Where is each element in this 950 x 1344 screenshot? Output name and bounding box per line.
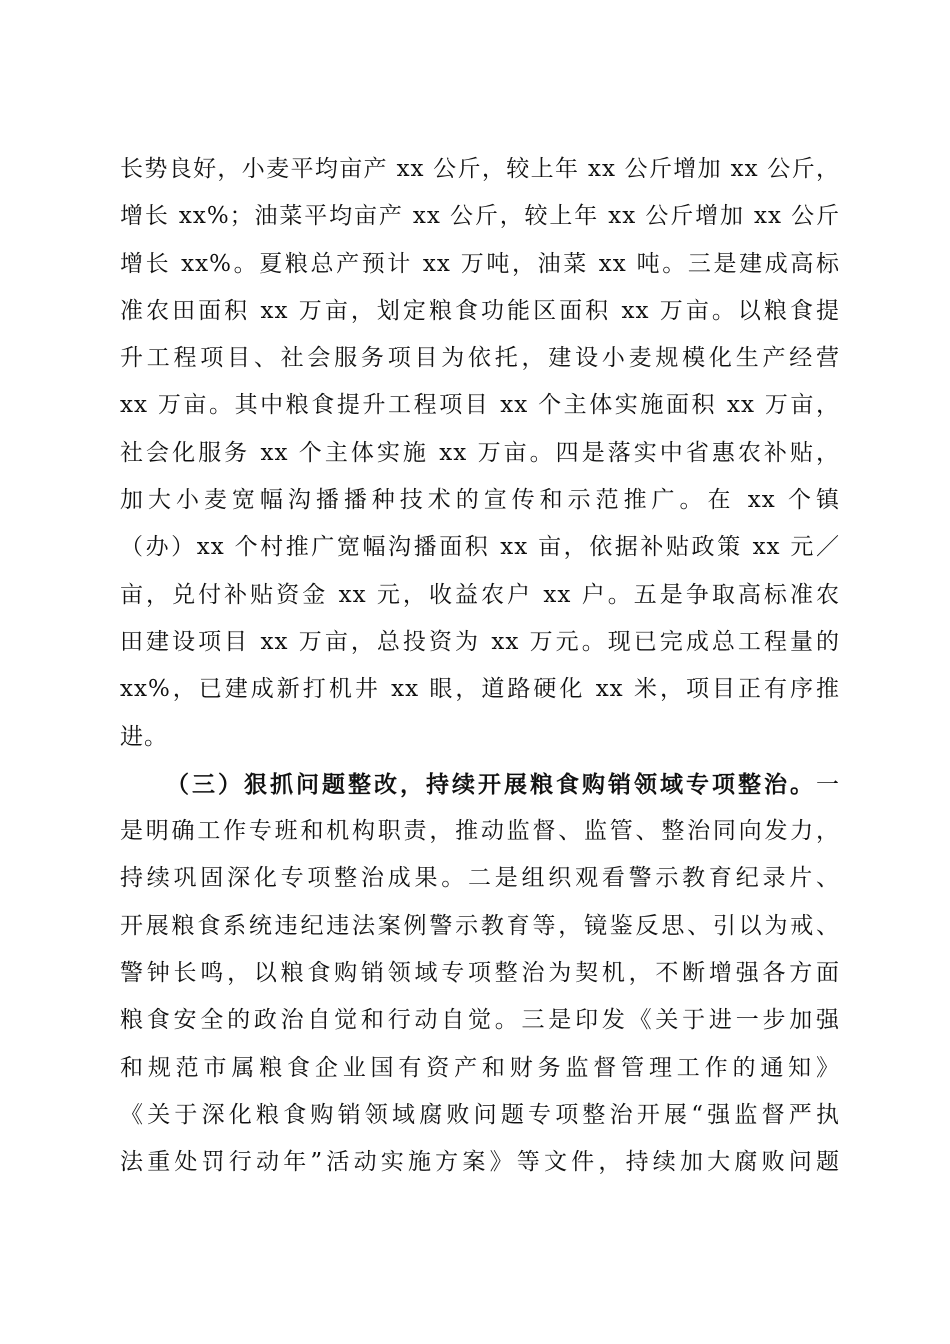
- document-page: [120, 146, 840, 1187]
- text-line: 开展粮食系统违纪违法案例警示教育等，镜鉴反思、引以为戒、: [120, 912, 840, 939]
- text-line: xx%，已建成新打机井 xx 眼，道路硬化 xx 米，项目正有序推: [120, 676, 840, 703]
- text-line: 加大小麦宽幅沟播播种技术的宣传和示范推广。在 xx 个镇: [120, 487, 840, 514]
- text-line: 田建设项目 xx 万亩，总投资为 xx 万元。现已完成总工程量的: [120, 628, 840, 655]
- text-line: 警钟长鸣，以粮食购销领域专项整治为契机，不断增强各方面: [120, 960, 840, 987]
- text-line: （办）xx 个村推广宽幅沟播面积 xx 亩，依据补贴政策 xx 元／: [120, 534, 840, 561]
- text-line: 《关于深化粮食购销领域腐败问题专项整治开展“强监督严执: [120, 1101, 840, 1128]
- text-line: 社会化服务 xx 个主体实施 xx 万亩。四是落实中省惠农补贴，: [120, 439, 840, 466]
- text-line: 准农田面积 xx 万亩，划定粮食功能区面积 xx 万亩。以粮食提: [120, 297, 840, 324]
- text-line: 长势良好，小麦平均亩产 xx 公斤，较上年 xx 公斤增加 xx 公斤，: [120, 156, 840, 182]
- text-line: xx 万亩。其中粮食提升工程项目 xx 个主体实施面积 xx 万亩，: [120, 392, 840, 419]
- text-line: 增长 xx%。夏粮总产预计 xx 万吨，油菜 xx 吨。三是建成高标: [120, 250, 840, 277]
- paragraph-rectification: [120, 761, 840, 1187]
- text-line: 粮食安全的政治自觉和行动自觉。三是印发《关于进一步加强: [120, 1007, 840, 1034]
- text-line: 和规范市属粮食企业国有资产和财务监督管理工作的通知》: [120, 1054, 840, 1081]
- text-line: 升工程项目、社会服务项目为依托，建设小麦规模化生产经营: [120, 345, 840, 372]
- section-heading: （三）狠抓问题整改，持续开展粮食购销领域专项整治。: [166, 770, 816, 798]
- text-line: 法重处罚行动年”活动实施方案》等文件，持续加大腐败问题: [120, 1149, 840, 1176]
- text-line: 是明确工作专班和机构职责，推动监督、监管、整治同向发力，: [120, 818, 840, 845]
- paragraph-crop-production: [120, 146, 840, 761]
- text-line: 持续巩固深化专项整治成果。二是组织观看警示教育纪录片、: [120, 865, 840, 892]
- text-line: 亩，兑付补贴资金 xx 元，收益农户 xx 户。五是争取高标准农: [120, 581, 840, 608]
- text-line: 进。: [120, 723, 168, 750]
- text-fragment: 一: [816, 771, 840, 798]
- section-heading-line: [120, 761, 840, 808]
- text-line: 增长 xx%；油菜平均亩产 xx 公斤，较上年 xx 公斤增加 xx 公斤: [120, 203, 840, 230]
